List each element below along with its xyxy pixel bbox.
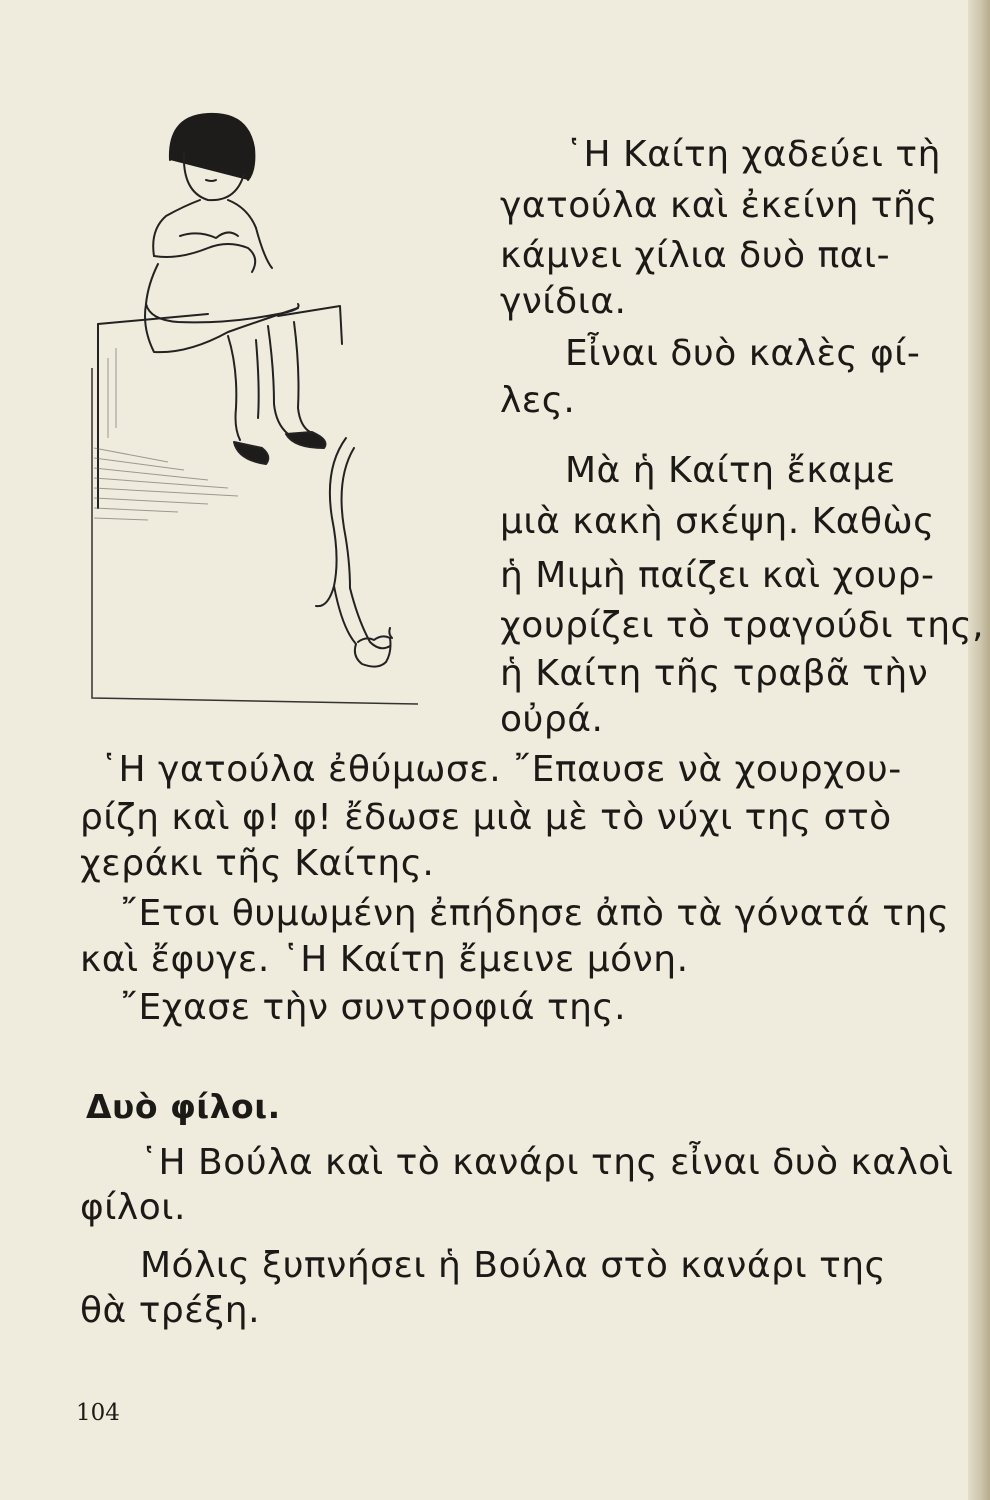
page-number: 104	[76, 1400, 120, 1426]
text-line: μιὰ κακὴ σκέψη. Καθὼς	[500, 501, 935, 542]
text-line: ρίζη καὶ φ! φ! ἔδωσε μιὰ μὲ τὸ νύχι της στὸ	[80, 797, 892, 838]
page-edge	[968, 0, 990, 1500]
text-line: ἡ Καίτη τῆς τραβᾶ τὴν	[500, 653, 929, 694]
text-line: ῎Ετσι θυμωμένη ἐπήδησε ἀπὸ τὰ γόνατά της	[120, 893, 950, 934]
text-line: χουρίζει τὸ τραγούδι της,	[500, 605, 985, 646]
text-line: λες.	[500, 380, 576, 421]
text-line: θὰ τρέξη.	[80, 1290, 261, 1331]
text-line: ἡ Μιμὴ παίζει καὶ χουρ-	[500, 555, 935, 596]
text-line: ῾Η Καίτη χαδεύει τὴ	[565, 134, 941, 175]
text-line: Μὰ ἡ Καίτη ἔκαμε	[565, 450, 896, 491]
section-heading: Δυὸ φίλοι.	[86, 1087, 281, 1126]
text-line: φίλοι.	[80, 1187, 186, 1228]
girl-and-cat-illustration	[88, 108, 428, 718]
text-line: καὶ ἔφυγε. ῾Η Καίτη ἔμεινε μόνη.	[80, 939, 689, 980]
text-line: Μόλις ξυπνήσει ἡ Βούλα στὸ κανάρι της	[140, 1245, 887, 1286]
text-line: γνίδια.	[500, 281, 627, 322]
text-line: ῎Εχασε τὴν συντροφιά της.	[120, 987, 627, 1028]
text-line: ῾Η γατούλα ἐθύμωσε. ῎Επαυσε νὰ χουρχου-	[100, 749, 902, 790]
text-line: κάμνει χίλια δυὸ παι-	[500, 235, 891, 276]
text-line: χεράκι τῆς Καίτης.	[80, 843, 435, 884]
text-line: οὐρά.	[500, 699, 604, 740]
text-line: Εἶναι δυὸ καλὲς φί-	[565, 333, 921, 374]
text-line: ῾Η Βούλα καὶ τὸ κανάρι της εἶναι δυὸ καλοὶ	[140, 1142, 954, 1183]
text-line: γατούλα καὶ ἐκείνη τῆς	[500, 185, 938, 226]
